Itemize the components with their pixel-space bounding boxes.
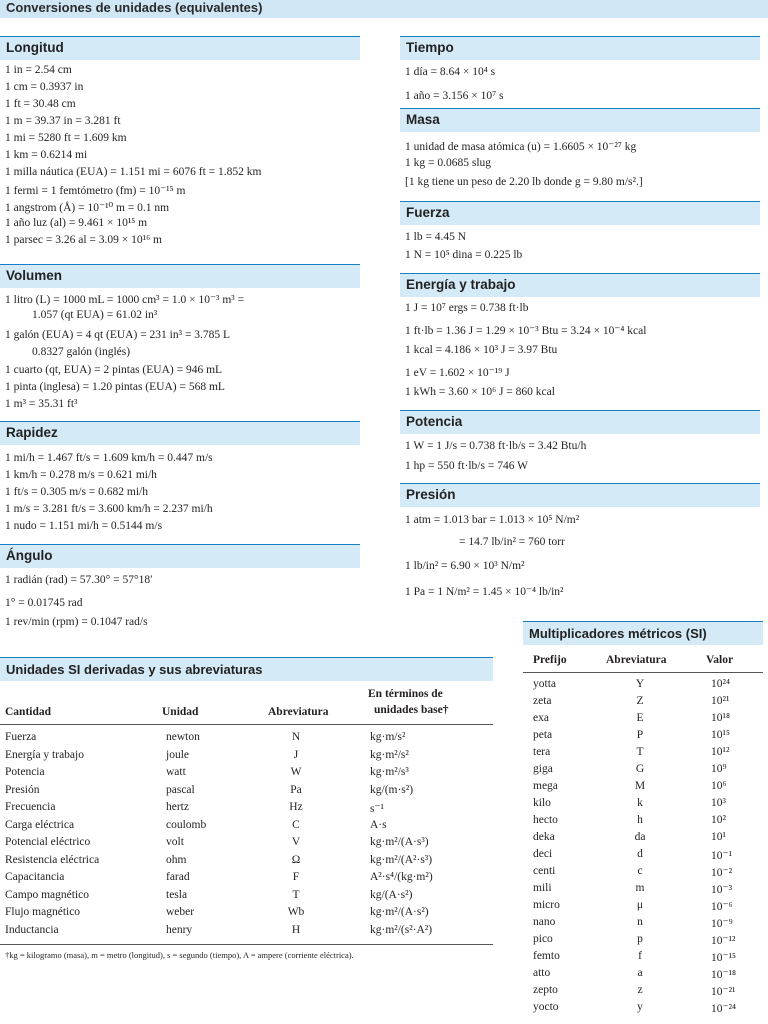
rapidez-line: 1 ft/s = 0.305 m/s = 0.682 mi/h — [5, 486, 148, 498]
tiempo-line: 1 día = 8.64 × 10⁴ s — [405, 66, 496, 78]
mult-cell-abreviatura: c — [637, 865, 643, 877]
presion-line: = 14.7 lb/in² = 760 torr — [459, 536, 565, 548]
si-header-abreviatura: Abreviatura — [268, 706, 329, 718]
energia-line: 1 ft·lb = 1.36 J = 1.29 × 10⁻³ Btu = 3.24 × 10⁻⁴ kcal — [405, 325, 647, 337]
mult-cell-valor: 10⁻⁶ — [711, 901, 733, 913]
volumen-line: 1 pinta (inglesa) = 1.20 pintas (EUA) = 568 mL — [5, 381, 225, 393]
mult-cell-valor: 10⁻¹ — [711, 850, 733, 862]
si-cell-cantidad: Flujo magnético — [5, 906, 81, 918]
mult-cell-prefijo: mili — [533, 882, 552, 894]
mult-header-prefijo: Prefijo — [533, 654, 567, 666]
si-cell-cantidad: Resistencia eléctrica — [5, 853, 100, 866]
masa-line: [1 kg tiene un peso de 2.20 lb donde g = 9.80 m/s².] — [405, 176, 643, 188]
mult-cell-prefijo: pico — [533, 933, 553, 945]
mult-cell-valor: 10⁻¹⁸ — [711, 969, 737, 981]
si-cell-unidad: newton — [166, 731, 200, 743]
section-volumen-title: Volumen — [6, 268, 63, 283]
mult-cell-valor: 10² — [711, 814, 726, 826]
page-title: Conversiones de unidades (equivalentes) — [6, 0, 263, 15]
longitud-line: 1 angstrom (Å) = 10⁻¹⁰ m = 0.1 nm — [5, 202, 170, 214]
section-longitud-header — [0, 36, 360, 60]
si-cell-cantidad: Capacitancia — [5, 871, 65, 883]
longitud-line: 1 fermi = 1 femtómetro (fm) = 10⁻¹⁵ m — [5, 185, 186, 197]
section-fuerza-header — [400, 201, 760, 225]
mult-cell-abreviatura: z — [637, 984, 643, 996]
section-tiempo-title: Tiempo — [406, 40, 454, 55]
mult-cell-prefijo: yocto — [533, 1001, 559, 1013]
longitud-line: 1 in = 2.54 cm — [5, 64, 72, 76]
mult-cell-prefijo: nano — [533, 916, 556, 928]
mult-cell-valor: 10⁻²¹ — [711, 986, 736, 998]
mult-header-valor: Valor — [706, 654, 734, 666]
mult-cell-prefijo: deci — [533, 848, 553, 860]
si-cell-abreviatura: F — [292, 871, 300, 883]
si-cell-cantidad: Carga eléctrica — [5, 818, 75, 831]
si-cell-unidad: farad — [166, 871, 190, 883]
longitud-line: 1 año luz (al) = 9.461 × 10¹⁵ m — [5, 217, 148, 229]
si-cell-cantidad: Fuerza — [5, 731, 37, 743]
mult-cell-prefijo: deka — [533, 831, 555, 843]
si-cell-abreviatura: N — [291, 731, 301, 743]
masa-line: 1 unidad de masa atómica (u) = 1.6605 × 10⁻²⁷ kg — [405, 141, 637, 153]
si-cell-unidad: volt — [166, 836, 184, 848]
si-cell-unidades-base: kg·m²/(A²·s³) — [370, 853, 433, 866]
potencia-line: 1 hp = 550 ft·lb/s = 746 W — [405, 460, 528, 472]
energia-line: 1 J = 10⁷ ergs = 0.738 ft·lb — [405, 302, 529, 314]
si-cell-unidades-base: kg·m²/(s²·A²) — [370, 923, 433, 936]
longitud-line: 1 cm = 0.3937 in — [5, 81, 84, 93]
mult-cell-abreviatura: E — [636, 712, 644, 724]
mult-cell-abreviatura: d — [637, 848, 643, 860]
si-cell-abreviatura: Wb — [287, 906, 305, 918]
volumen-line: 1 litro (L) = 1000 mL = 1000 cm³ = 1.0 × 10⁻³ m³ = — [5, 294, 245, 306]
si-cell-cantidad: Inductancia — [5, 923, 59, 936]
mult-cell-abreviatura: y — [637, 1001, 643, 1013]
mult-header-rule — [523, 672, 763, 673]
mult-cell-prefijo: femto — [533, 950, 560, 962]
mult-cell-abreviatura: m — [635, 882, 645, 894]
si-cell-unidades-base: kg·m²/s³ — [370, 766, 409, 778]
si-cell-unidad: ohm — [166, 853, 187, 866]
si-header-terminos-1: En términos de — [368, 688, 443, 700]
section-masa-title: Masa — [406, 112, 440, 127]
mult-cell-prefijo: micro — [533, 899, 560, 911]
longitud-line: 1 mi = 5280 ft = 1.609 km — [5, 132, 127, 144]
si-cell-unidades-base: kg/(A·s²) — [370, 888, 413, 901]
mult-cell-valor: 10⁻³ — [711, 884, 733, 896]
si-cell-abreviatura: T — [292, 888, 300, 901]
section-rapidez-title: Rapidez — [6, 425, 58, 440]
longitud-line: 1 ft = 30.48 cm — [5, 98, 76, 110]
tiempo-line: 1 año = 3.156 × 10⁷ s — [405, 90, 504, 102]
longitud-line: 1 km = 0.6214 mi — [5, 149, 88, 161]
mult-cell-prefijo: giga — [533, 763, 553, 775]
si-cell-unidad: hertz — [166, 801, 189, 813]
mult-cell-prefijo: atto — [533, 967, 551, 979]
angulo-line: 1 rev/min (rpm) = 0.1047 rad/s — [5, 616, 148, 628]
si-cell-abreviatura: Ω — [291, 853, 301, 866]
si-cell-abreviatura: Pa — [290, 783, 302, 796]
section-volumen-header — [0, 264, 360, 288]
longitud-line: 1 m = 39.37 in = 3.281 ft — [5, 115, 121, 127]
presion-line: 1 Pa = 1 N/m² = 1.45 × 10⁻⁴ lb/in² — [405, 586, 564, 598]
si-cell-unidades-base: s⁻¹ — [370, 803, 384, 815]
mult-cell-abreviatura: p — [637, 933, 643, 945]
si-cell-unidades-base: kg·m²/(A·s²) — [370, 906, 429, 918]
mult-cell-prefijo: hecto — [533, 814, 558, 826]
section-si-derivadas-header — [0, 657, 493, 681]
section-energia-title: Energía y trabajo — [406, 277, 516, 292]
section-potencia-header — [400, 410, 760, 434]
section-fuerza-title: Fuerza — [406, 205, 450, 220]
volumen-line: 1.057 (qt EUA) = 61.02 in³ — [32, 309, 158, 321]
mult-cell-abreviatura: G — [635, 763, 645, 775]
mult-cell-valor: 10⁻² — [711, 867, 733, 879]
mult-cell-abreviatura: k — [637, 797, 643, 809]
rapidez-line: 1 nudo = 1.151 mi/h = 0.5144 m/s — [5, 520, 163, 532]
mult-cell-prefijo: yotta — [533, 678, 556, 690]
si-cell-unidades-base: A·s — [370, 818, 387, 831]
mult-cell-valor: 10⁶ — [711, 780, 727, 792]
si-header-rule — [0, 724, 493, 725]
si-header-unidad: Unidad — [162, 706, 199, 718]
mult-cell-abreviatura: Z — [636, 695, 644, 707]
angulo-line: 1° = 0.01745 rad — [5, 597, 83, 609]
section-presion-header — [400, 483, 760, 507]
rapidez-line: 1 km/h = 0.278 m/s = 0.621 mi/h — [5, 469, 157, 481]
mult-header-abreviatura: Abreviatura — [606, 654, 667, 666]
volumen-line: 1 m³ = 35.31 ft³ — [5, 398, 78, 410]
mult-cell-valor: 10¹ — [711, 831, 726, 843]
mult-cell-abreviatura: P — [636, 729, 644, 741]
volumen-line: 1 cuarto (qt, EUA) = 2 pintas (EUA) = 946 mL — [5, 364, 223, 376]
mult-cell-valor: 10¹⁸ — [711, 712, 730, 724]
mult-cell-prefijo: kilo — [533, 797, 551, 809]
mult-cell-prefijo: peta — [533, 729, 553, 741]
fuerza-line: 1 lb = 4.45 N — [405, 231, 467, 243]
rapidez-line: 1 m/s = 3.281 ft/s = 3.600 km/h = 2.237 mi/h — [5, 503, 213, 515]
si-cell-unidad: henry — [166, 923, 193, 936]
mult-cell-valor: 10²¹ — [711, 695, 730, 707]
mult-cell-prefijo: zepto — [533, 984, 558, 996]
mult-cell-abreviatura: f — [638, 950, 642, 962]
si-cell-unidades-base: kg·m²/(A·s³) — [370, 836, 429, 848]
mult-cell-valor: 10¹² — [711, 746, 730, 758]
mult-cell-valor: 10¹⁵ — [711, 729, 730, 741]
section-angulo-header — [0, 544, 360, 568]
mult-cell-prefijo: mega — [533, 780, 558, 792]
mult-cell-prefijo: tera — [533, 746, 551, 758]
potencia-line: 1 W = 1 J/s = 0.738 ft·lb/s = 3.42 Btu/h — [405, 440, 587, 452]
presion-line: 1 atm = 1.013 bar = 1.013 × 10⁵ N/m² — [405, 514, 580, 526]
section-si-derivadas-title: Unidades SI derivadas y sus abreviaturas — [6, 662, 263, 677]
mult-cell-abreviatura: n — [637, 916, 643, 928]
si-cell-unidades-base: kg/(m·s²) — [370, 783, 414, 796]
mult-cell-abreviatura: μ — [636, 899, 644, 911]
si-cell-unidad: pascal — [166, 783, 195, 796]
si-footer-rule — [0, 944, 493, 945]
mult-cell-abreviatura: M — [634, 780, 646, 792]
mult-cell-valor: 10⁹ — [711, 763, 727, 775]
section-masa-header — [400, 108, 760, 132]
mult-cell-valor: 10²⁴ — [711, 678, 730, 690]
section-rapidez-header — [0, 421, 360, 445]
mult-cell-abreviatura: Y — [635, 678, 645, 690]
mult-cell-prefijo: exa — [533, 712, 549, 724]
section-energia-header — [400, 273, 760, 297]
si-cell-unidad: tesla — [166, 888, 188, 901]
si-cell-abreviatura: C — [292, 818, 300, 831]
si-cell-unidad: watt — [166, 766, 186, 778]
presion-line: 1 lb/in² = 6.90 × 10³ N/m² — [405, 560, 525, 572]
si-cell-unidad: coulomb — [166, 818, 207, 831]
rapidez-line: 1 mi/h = 1.467 ft/s = 1.609 km/h = 0.447 m/s — [5, 452, 213, 464]
si-cell-abreviatura: Hz — [289, 801, 303, 813]
section-tiempo-header — [400, 36, 760, 60]
si-cell-abreviatura: J — [293, 748, 299, 761]
si-cell-abreviatura: H — [291, 923, 301, 936]
section-multiplicadores-header — [523, 621, 763, 645]
volumen-line: 1 galón (EUA) = 4 qt (EUA) = 231 in³ = 3.785 L — [5, 329, 231, 341]
si-cell-cantidad: Frecuencia — [5, 801, 56, 813]
section-angulo-title: Ángulo — [6, 548, 53, 563]
mult-cell-abreviatura: a — [637, 967, 643, 979]
mult-cell-valor: 10⁻¹² — [711, 935, 736, 947]
angulo-line: 1 radián (rad) = 57.30° = 57°18′ — [5, 574, 153, 586]
si-cell-unidad: joule — [166, 748, 189, 761]
mult-cell-valor: 10³ — [711, 797, 726, 809]
page-title-bar — [0, 0, 768, 18]
mult-cell-prefijo: centi — [533, 865, 556, 877]
si-cell-unidades-base: kg·m²/s² — [370, 748, 409, 761]
masa-line: 1 kg = 0.0685 slug — [405, 157, 492, 169]
si-cell-cantidad: Potencia — [5, 766, 45, 778]
section-longitud-title: Longitud — [6, 40, 64, 55]
energia-line: 1 kcal = 4.186 × 10³ J = 3.97 Btu — [405, 344, 558, 356]
section-multiplicadores-title: Multiplicadores métricos (SI) — [529, 626, 707, 641]
mult-cell-valor: 10⁻¹⁵ — [711, 952, 737, 964]
mult-cell-abreviatura: T — [636, 746, 644, 758]
mult-cell-valor: 10⁻²⁴ — [711, 1003, 737, 1015]
si-cell-unidad: weber — [166, 906, 195, 918]
si-cell-cantidad: Campo magnético — [5, 888, 89, 901]
si-cell-abreviatura: V — [291, 836, 301, 848]
si-header-cantidad: Cantidad — [5, 706, 52, 718]
mult-cell-valor: 10⁻⁹ — [711, 918, 733, 930]
section-potencia-title: Potencia — [406, 414, 463, 429]
mult-cell-prefijo: zeta — [533, 695, 552, 707]
si-footnote: †kg = kilogramo (masa), m = metro (longitud), s = segundo (tiempo), A = ampere (corriente eléctrica). — [5, 950, 354, 960]
longitud-line: 1 parsec = 3.26 al = 3.09 × 10¹⁶ m — [5, 234, 162, 246]
mult-cell-abreviatura: da — [634, 831, 646, 843]
fuerza-line: 1 N = 10⁵ dina = 0.225 lb — [405, 249, 523, 261]
si-cell-cantidad: Energía y trabajo — [5, 748, 84, 761]
energia-line: 1 eV = 1.602 × 10⁻¹⁹ J — [405, 367, 510, 379]
si-cell-cantidad: Presión — [5, 783, 40, 796]
energia-line: 1 kWh = 3.60 × 10⁶ J = 860 kcal — [405, 386, 555, 398]
mult-cell-abreviatura: h — [637, 814, 643, 826]
si-header-terminos-2: unidades base† — [374, 704, 449, 716]
si-cell-unidades-base: kg·m/s² — [370, 731, 406, 743]
volumen-line: 0.8327 galón (inglés) — [32, 346, 131, 358]
longitud-line: 1 milla náutica (EUA) = 1.151 mi = 6076 ft = 1.852 km — [5, 166, 262, 178]
section-presion-title: Presión — [406, 487, 456, 502]
si-cell-unidades-base: A²·s⁴/(kg·m²) — [370, 871, 433, 883]
si-cell-abreviatura: W — [290, 766, 302, 778]
si-cell-cantidad: Potencial eléctrico — [5, 836, 91, 848]
